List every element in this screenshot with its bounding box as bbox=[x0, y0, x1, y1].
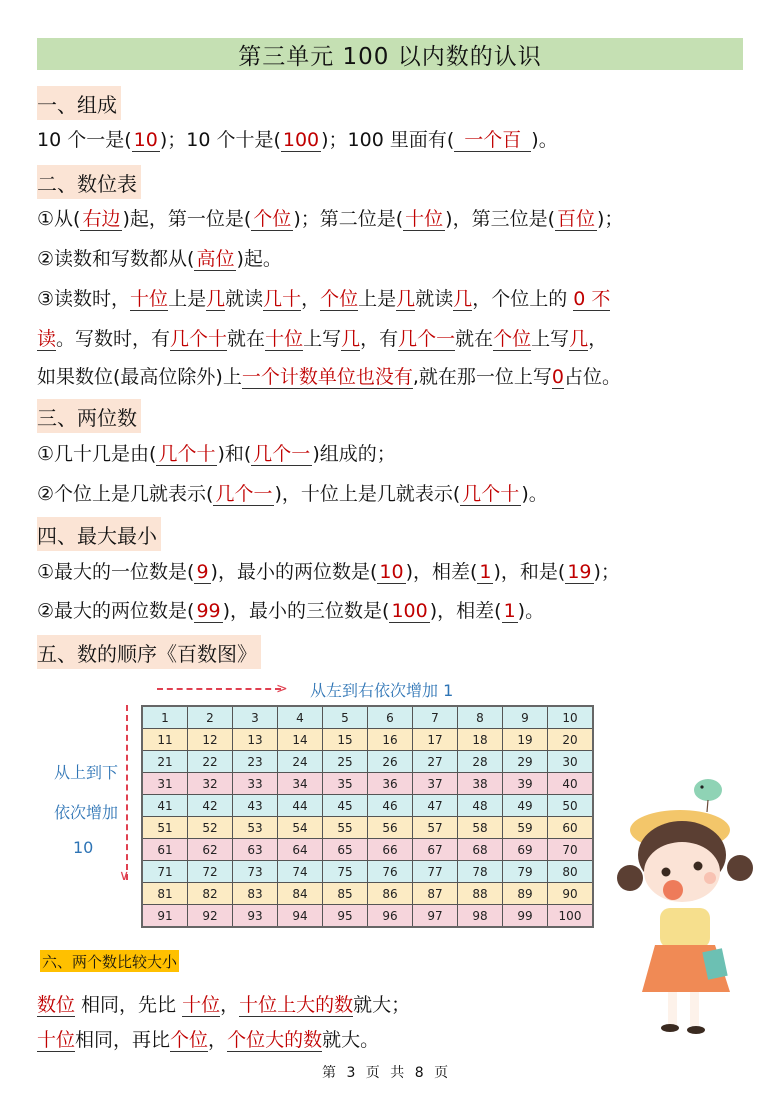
text: 相同，再比 bbox=[75, 1029, 171, 1051]
section-heading-composition bbox=[37, 86, 121, 120]
heading-text: 四、最大最小 bbox=[37, 523, 157, 548]
chart-cell: 54 bbox=[278, 817, 323, 839]
text: )。 bbox=[531, 129, 558, 151]
answer: 十位上大的数 bbox=[239, 994, 354, 1016]
answer: 几个十 bbox=[462, 483, 520, 505]
chart-cell: 22 bbox=[188, 751, 233, 773]
text: )起。 bbox=[236, 248, 282, 270]
chart-row bbox=[142, 883, 593, 905]
vertical-dashed-arrow bbox=[126, 705, 128, 880]
answer: 几个一 bbox=[398, 328, 456, 350]
chart-cell: 92 bbox=[188, 905, 233, 928]
chart-cell: 98 bbox=[458, 905, 503, 928]
text: )，最小的三位数是( bbox=[222, 600, 390, 622]
chart-cell: 41 bbox=[142, 795, 188, 817]
vertical-label-line-3: 10 bbox=[73, 838, 94, 857]
chart-cell: 27 bbox=[413, 751, 458, 773]
heading-text: 一、组成 bbox=[37, 92, 117, 117]
chart-cell: 39 bbox=[503, 773, 548, 795]
text: )。 bbox=[517, 600, 545, 622]
chart-row bbox=[142, 751, 593, 773]
chart-cell: 29 bbox=[503, 751, 548, 773]
chart-cell: 52 bbox=[188, 817, 233, 839]
answer: 十位 bbox=[405, 208, 444, 230]
text: 就大。 bbox=[322, 1029, 380, 1051]
chart-cell: 43 bbox=[233, 795, 278, 817]
chart-cell: 56 bbox=[368, 817, 413, 839]
chart-cell: 91 bbox=[142, 905, 188, 928]
place-value-line-5 bbox=[37, 363, 621, 391]
answer: 个位 bbox=[493, 328, 532, 350]
chart-cell: 11 bbox=[142, 729, 188, 751]
text: ②读数和写数都从( bbox=[37, 248, 195, 270]
text: 就读 bbox=[225, 288, 264, 310]
answer: 读 bbox=[37, 328, 57, 350]
chart-cell: 72 bbox=[188, 861, 233, 883]
hundred-chart-table bbox=[141, 705, 594, 928]
text: )，第三位是( bbox=[445, 208, 555, 230]
answer: 99 bbox=[196, 600, 221, 622]
bird-icon bbox=[694, 779, 722, 801]
section-heading-place-value bbox=[37, 165, 141, 199]
chart-cell: 42 bbox=[188, 795, 233, 817]
text: 就读 bbox=[415, 288, 454, 310]
chart-cell: 66 bbox=[368, 839, 413, 861]
chart-cell: 49 bbox=[503, 795, 548, 817]
chart-row bbox=[142, 905, 593, 928]
chart-cell: 17 bbox=[413, 729, 458, 751]
answer: 几个一 bbox=[253, 443, 311, 465]
chart-cell: 79 bbox=[503, 861, 548, 883]
answer: 0 bbox=[551, 366, 564, 388]
heading-text: 五、数的顺序《百数图》 bbox=[37, 641, 257, 666]
chart-row bbox=[142, 861, 593, 883]
answer: 十位 bbox=[182, 994, 221, 1016]
text: ②个位上是几就表示( bbox=[37, 483, 214, 505]
answer: 百位 bbox=[556, 208, 595, 230]
text: 就在 bbox=[227, 328, 266, 350]
chart-cell: 32 bbox=[188, 773, 233, 795]
chart-cell: 82 bbox=[188, 883, 233, 905]
answer: 100 bbox=[391, 600, 428, 622]
two-digit-line-1 bbox=[37, 440, 396, 468]
chart-cell: 78 bbox=[458, 861, 503, 883]
page-footer: 第 3 页 共 8 页 bbox=[322, 1065, 452, 1081]
text: 相同，先比 bbox=[75, 994, 183, 1016]
arrow-right-icon: > bbox=[276, 681, 288, 697]
text: ，个位上的 bbox=[472, 288, 574, 310]
chart-cell: 84 bbox=[278, 883, 323, 905]
chart-cell: 16 bbox=[368, 729, 413, 751]
chart-cell: 100 bbox=[548, 905, 594, 928]
horizontal-increase-label: 从左到右依次增加 1 bbox=[310, 681, 454, 700]
chart-cell: 67 bbox=[413, 839, 458, 861]
text: ①从( bbox=[37, 208, 81, 230]
vertical-label-line-2: 依次增加 bbox=[54, 803, 119, 822]
text: ，有 bbox=[360, 328, 399, 350]
answer: 1 bbox=[479, 561, 492, 583]
chart-cell: 76 bbox=[368, 861, 413, 883]
text: ③读数时， bbox=[37, 288, 131, 310]
chart-cell: 4 bbox=[278, 706, 323, 729]
chart-cell: 20 bbox=[548, 729, 594, 751]
chart-cell: 9 bbox=[503, 706, 548, 729]
chart-cell: 64 bbox=[278, 839, 323, 861]
answer: 1 bbox=[503, 600, 516, 622]
text: )，最小的两位数是( bbox=[210, 561, 378, 583]
horizontal-dashed-arrow bbox=[157, 688, 281, 690]
chart-cell: 65 bbox=[323, 839, 368, 861]
chart-cell: 36 bbox=[368, 773, 413, 795]
answer: 十位 bbox=[265, 328, 304, 350]
chart-cell: 74 bbox=[278, 861, 323, 883]
text: )； bbox=[593, 561, 620, 583]
chart-cell: 3 bbox=[233, 706, 278, 729]
section-heading-compare bbox=[40, 950, 179, 972]
text: )。 bbox=[521, 483, 548, 505]
arrow-down-icon: ∨ bbox=[119, 868, 130, 884]
text: 就在 bbox=[455, 328, 494, 350]
text: )； bbox=[597, 208, 624, 230]
vertical-label-line-1: 从上到下 bbox=[54, 763, 119, 782]
answer: 几 bbox=[453, 288, 473, 310]
chart-cell: 75 bbox=[323, 861, 368, 883]
text: )；100 里面有( bbox=[321, 129, 455, 151]
max-min-line-1 bbox=[37, 558, 620, 586]
answer: 个位大的数 bbox=[227, 1029, 323, 1051]
text: 上是 bbox=[168, 288, 207, 310]
text: ， bbox=[208, 1029, 228, 1051]
chart-cell: 99 bbox=[503, 905, 548, 928]
text: ， bbox=[588, 328, 608, 350]
chart-cell: 46 bbox=[368, 795, 413, 817]
chart-cell: 55 bbox=[323, 817, 368, 839]
answer: 几个十 bbox=[170, 328, 228, 350]
chart-cell: 18 bbox=[458, 729, 503, 751]
text: ,就在那一位上写 bbox=[412, 366, 552, 388]
composition-line bbox=[37, 126, 558, 154]
chart-cell: 8 bbox=[458, 706, 503, 729]
text: )；第二位是( bbox=[293, 208, 404, 230]
chart-cell: 69 bbox=[503, 839, 548, 861]
text: 占位。 bbox=[563, 366, 621, 388]
text: 如果数位(最高位除外)上 bbox=[37, 366, 242, 388]
chart-cell: 83 bbox=[233, 883, 278, 905]
chart-cell: 34 bbox=[278, 773, 323, 795]
answer: 个位 bbox=[320, 288, 359, 310]
chart-cell: 45 bbox=[323, 795, 368, 817]
girl-illustration bbox=[610, 760, 770, 1040]
answer: 数位 bbox=[37, 994, 76, 1016]
text: 。写数时，有 bbox=[56, 328, 171, 350]
chart-cell: 33 bbox=[233, 773, 278, 795]
chart-cell: 25 bbox=[323, 751, 368, 773]
chart-cell: 86 bbox=[368, 883, 413, 905]
compare-rule-line-2 bbox=[37, 1025, 379, 1052]
place-value-line-2 bbox=[37, 245, 282, 273]
answer: 高位 bbox=[196, 248, 235, 270]
answer: 100 bbox=[282, 129, 320, 151]
chart-cell: 48 bbox=[458, 795, 503, 817]
text: 上写 bbox=[531, 328, 570, 350]
text: )和( bbox=[217, 443, 252, 465]
chart-cell: 38 bbox=[458, 773, 503, 795]
chart-row bbox=[142, 839, 593, 861]
chart-cell: 95 bbox=[323, 905, 368, 928]
section-heading-hundred-chart bbox=[37, 635, 261, 669]
chart-cell: 70 bbox=[548, 839, 594, 861]
chart-cell: 94 bbox=[278, 905, 323, 928]
place-value-line-4 bbox=[37, 325, 607, 353]
text: ②最大的两位数是( bbox=[37, 600, 195, 622]
answer: 一个计数单位也没有 bbox=[241, 366, 413, 388]
chart-cell: 73 bbox=[233, 861, 278, 883]
chart-cell: 50 bbox=[548, 795, 594, 817]
text: ， bbox=[301, 288, 321, 310]
heading-text: 三、两位数 bbox=[37, 405, 137, 430]
place-value-line-1 bbox=[37, 205, 623, 233]
chart-cell: 77 bbox=[413, 861, 458, 883]
chart-cell: 1 bbox=[142, 706, 188, 729]
heading-text: 二、数位表 bbox=[37, 171, 137, 196]
chart-cell: 31 bbox=[142, 773, 188, 795]
text: ①几十几是由( bbox=[37, 443, 157, 465]
chart-row bbox=[142, 817, 593, 839]
place-value-line-3 bbox=[37, 285, 610, 313]
chart-cell: 88 bbox=[458, 883, 503, 905]
section-heading-two-digit bbox=[37, 399, 141, 433]
answer: 几 bbox=[569, 328, 589, 350]
page-title-bar bbox=[37, 38, 743, 70]
chart-cell: 47 bbox=[413, 795, 458, 817]
answer: 19 bbox=[567, 561, 592, 583]
chart-cell: 2 bbox=[188, 706, 233, 729]
chart-cell: 35 bbox=[323, 773, 368, 795]
text: 上是 bbox=[358, 288, 397, 310]
chart-cell: 44 bbox=[278, 795, 323, 817]
chart-cell: 96 bbox=[368, 905, 413, 928]
answer: 几个十 bbox=[158, 443, 216, 465]
chart-cell: 58 bbox=[458, 817, 503, 839]
chart-cell: 14 bbox=[278, 729, 323, 751]
answer: 10 bbox=[133, 129, 158, 151]
answer: 9 bbox=[196, 561, 209, 583]
answer: 个位 bbox=[170, 1029, 209, 1051]
chart-cell: 40 bbox=[548, 773, 594, 795]
answer: 几 bbox=[341, 328, 361, 350]
answer: 十位 bbox=[37, 1029, 76, 1051]
text: )，和是( bbox=[493, 561, 566, 583]
chart-cell: 6 bbox=[368, 706, 413, 729]
chart-cell: 21 bbox=[142, 751, 188, 773]
answer: 10 bbox=[379, 561, 404, 583]
two-digit-line-2 bbox=[37, 480, 548, 508]
chart-cell: 63 bbox=[233, 839, 278, 861]
chart-cell: 53 bbox=[233, 817, 278, 839]
chart-cell: 60 bbox=[548, 817, 594, 839]
compare-rule-line-1 bbox=[37, 990, 410, 1017]
chart-cell: 10 bbox=[548, 706, 594, 729]
chart-cell: 23 bbox=[233, 751, 278, 773]
text: ， bbox=[220, 994, 240, 1016]
chart-cell: 28 bbox=[458, 751, 503, 773]
chart-cell: 30 bbox=[548, 751, 594, 773]
chart-cell: 89 bbox=[503, 883, 548, 905]
answer: 右边 bbox=[82, 208, 121, 230]
text: )，相差( bbox=[405, 561, 478, 583]
chart-row bbox=[142, 795, 593, 817]
chart-cell: 85 bbox=[323, 883, 368, 905]
text: )起，第一位是( bbox=[122, 208, 252, 230]
chart-cell: 57 bbox=[413, 817, 458, 839]
chart-row bbox=[142, 773, 593, 795]
chart-row bbox=[142, 706, 593, 729]
chart-cell: 24 bbox=[278, 751, 323, 773]
chart-cell: 87 bbox=[413, 883, 458, 905]
heading-text: 六、两个数比较大小 bbox=[42, 952, 178, 971]
answer: 十位 bbox=[130, 288, 169, 310]
chart-cell: 19 bbox=[503, 729, 548, 751]
text: )；10 个十是( bbox=[159, 129, 281, 151]
chart-cell: 62 bbox=[188, 839, 233, 861]
chart-cell: 13 bbox=[233, 729, 278, 751]
chart-cell: 26 bbox=[368, 751, 413, 773]
text: )组成的； bbox=[312, 443, 396, 465]
chart-cell: 80 bbox=[548, 861, 594, 883]
answer: 0 不 bbox=[573, 288, 611, 310]
answer: 几 bbox=[206, 288, 226, 310]
text: ①最大的一位数是( bbox=[37, 561, 195, 583]
text: 10 个一是( bbox=[37, 129, 132, 151]
chart-cell: 90 bbox=[548, 883, 594, 905]
text: 上写 bbox=[303, 328, 342, 350]
chart-cell: 51 bbox=[142, 817, 188, 839]
chart-cell: 37 bbox=[413, 773, 458, 795]
text: 就大； bbox=[353, 994, 411, 1016]
answer: 几个一 bbox=[215, 483, 273, 505]
answer: 几 bbox=[396, 288, 416, 310]
section-heading-max-min bbox=[37, 517, 161, 551]
chart-cell: 5 bbox=[323, 706, 368, 729]
chart-cell: 81 bbox=[142, 883, 188, 905]
chart-cell: 59 bbox=[503, 817, 548, 839]
max-min-line-2 bbox=[37, 597, 544, 625]
text: )，相差( bbox=[429, 600, 502, 622]
answer: 几十 bbox=[263, 288, 302, 310]
chart-cell: 97 bbox=[413, 905, 458, 928]
answer: 个位 bbox=[253, 208, 292, 230]
chart-row bbox=[142, 729, 593, 751]
chart-cell: 93 bbox=[233, 905, 278, 928]
chart-cell: 61 bbox=[142, 839, 188, 861]
chart-cell: 12 bbox=[188, 729, 233, 751]
text: )，十位上是几就表示( bbox=[274, 483, 461, 505]
chart-cell: 71 bbox=[142, 861, 188, 883]
answer: 一个百 bbox=[454, 129, 531, 152]
chart-cell: 7 bbox=[413, 706, 458, 729]
page-title: 第三单元 100 以内数的认识 bbox=[238, 43, 542, 70]
chart-cell: 68 bbox=[458, 839, 503, 861]
chart-cell: 15 bbox=[323, 729, 368, 751]
